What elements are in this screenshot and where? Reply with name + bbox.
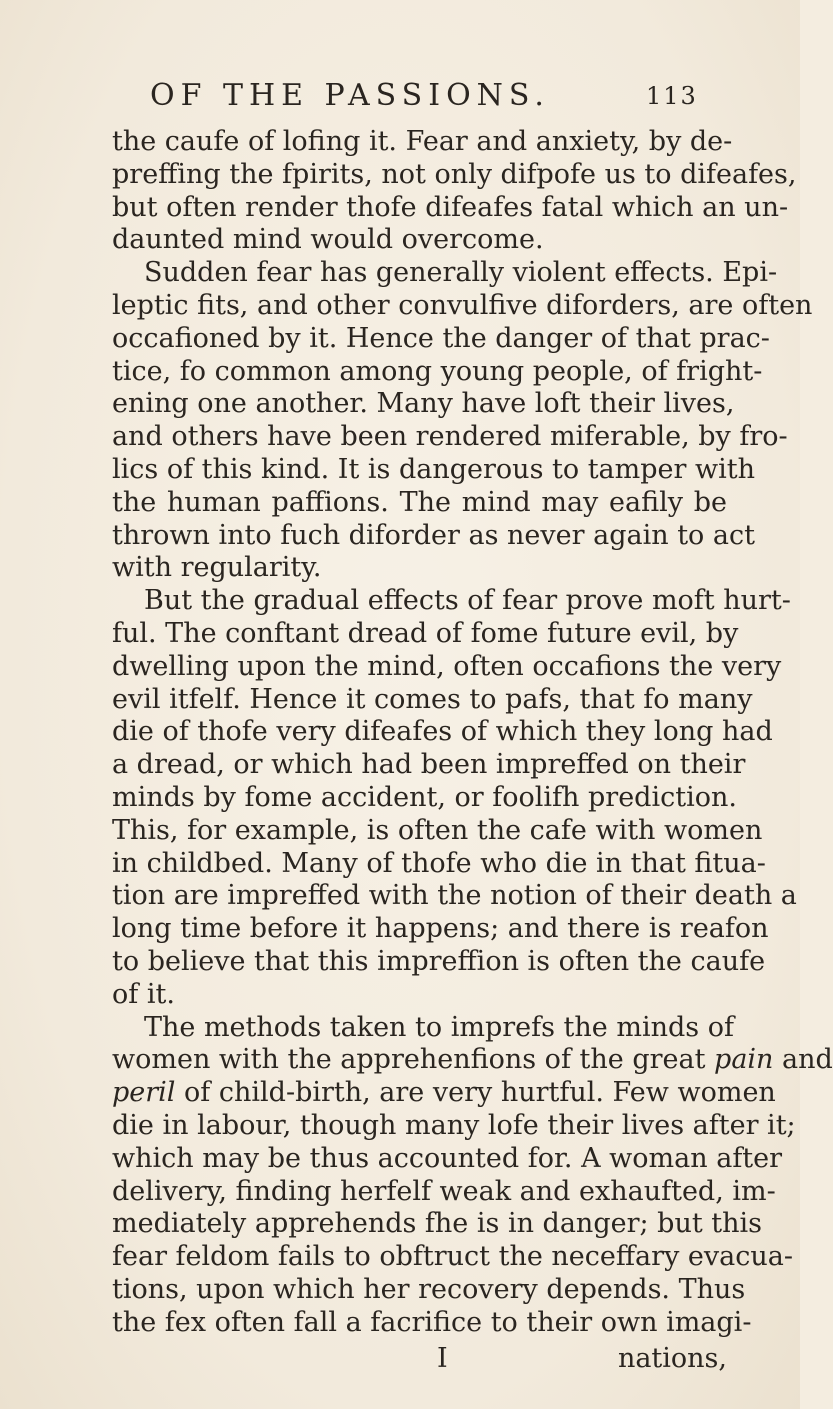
page-header [150, 78, 750, 122]
text-line: a dread, or which had been impreffed on their [112, 749, 746, 781]
text-line-with-italics [112, 1044, 833, 1077]
text-line: tion are impreffed with the notion of their death a [112, 880, 797, 912]
text-line: lics of this kind. It is dangerous to tamper with [112, 453, 755, 485]
text-line: but often render thofe difeafes fatal which an un- [112, 191, 789, 223]
text-line: which may be thus accounted for. A woman after [112, 1142, 783, 1174]
text-line: But the gradual effects of fear prove moft hurt- [144, 585, 791, 617]
text-line: fear feldom fails to obftruct the neceffary evacua- [112, 1241, 793, 1273]
text-line: tice, fo common among young people, of fright- [112, 355, 763, 387]
text-line: ful. The conftant dread of fome future evil, by [112, 617, 739, 649]
text-line: in childbed. Many of thofe who die in that fitua- [112, 847, 766, 879]
signature-mark: I [437, 1343, 448, 1374]
text-line: delivery, finding herfelf weak and exhaufted, im- [112, 1175, 776, 1207]
page-number: 113 [646, 82, 698, 110]
running-head: OF THE PASSIONS. [150, 78, 550, 113]
text-fragment: and [782, 1044, 833, 1076]
italic-word: peril [112, 1077, 176, 1109]
italic-word: pain [714, 1044, 774, 1076]
text-line: daunted mind would overcome. [112, 224, 544, 256]
text-line: die in labour, though many lofe their lives after it; [112, 1109, 796, 1141]
text-line: tions, upon which her recovery depends. Thus [112, 1273, 746, 1305]
text-fragment: women with the apprehenfions of the great [112, 1044, 706, 1076]
catchword: nations, [617, 1343, 727, 1374]
text-line: minds by fome accident, or foolifh prediction. [112, 781, 737, 813]
text-line: preffing the fpirits, not only difpofe us to difeafes, [112, 158, 797, 190]
text-line: leptic fits, and other convulfive diforders, are often [112, 289, 813, 321]
text-line-with-italics [112, 1077, 776, 1110]
text-line: evil itfelf. Hence it comes to pafs, that fo many [112, 683, 753, 715]
text-line: dwelling upon the mind, often occafions the very [112, 650, 782, 682]
text-line: of it. [112, 978, 175, 1010]
text-line: the fex often fall a facrifice to their own imagi- [112, 1306, 752, 1338]
text-line: occafioned by it. Hence the danger of that prac- [112, 322, 770, 354]
text-line: Sudden fear has generally violent effects. Epi- [144, 257, 778, 289]
text-line: thrown into fuch diforder as never again to act [112, 519, 755, 551]
text-line: This, for example, is often the cafe with women [112, 814, 763, 846]
page-footer [112, 1343, 727, 1379]
text-line: mediately apprehends fhe is in danger; but this [112, 1208, 763, 1240]
text-line: and others have been rendered miferable, by fro- [112, 421, 788, 453]
text-line: long time before it happens; and there is reafon [112, 913, 769, 945]
text-line: to believe that this impreffion is often the caufe [112, 945, 766, 977]
text-line: die of thofe very difeafes of which they long had [112, 716, 773, 748]
text-line: The methods taken to imprefs the minds of [144, 1011, 734, 1043]
text-line: with regularity. [112, 552, 322, 584]
body-text [112, 126, 833, 1339]
text-line: the human paffions. The mind may eafily be [112, 486, 727, 518]
text-line: ening one another. Many have loft their lives, [112, 388, 735, 420]
text-fragment: of child-birth, are very hurtful. Few women [184, 1077, 776, 1109]
text-line: the caufe of lofing it. Fear and anxiety, by de- [112, 126, 733, 157]
